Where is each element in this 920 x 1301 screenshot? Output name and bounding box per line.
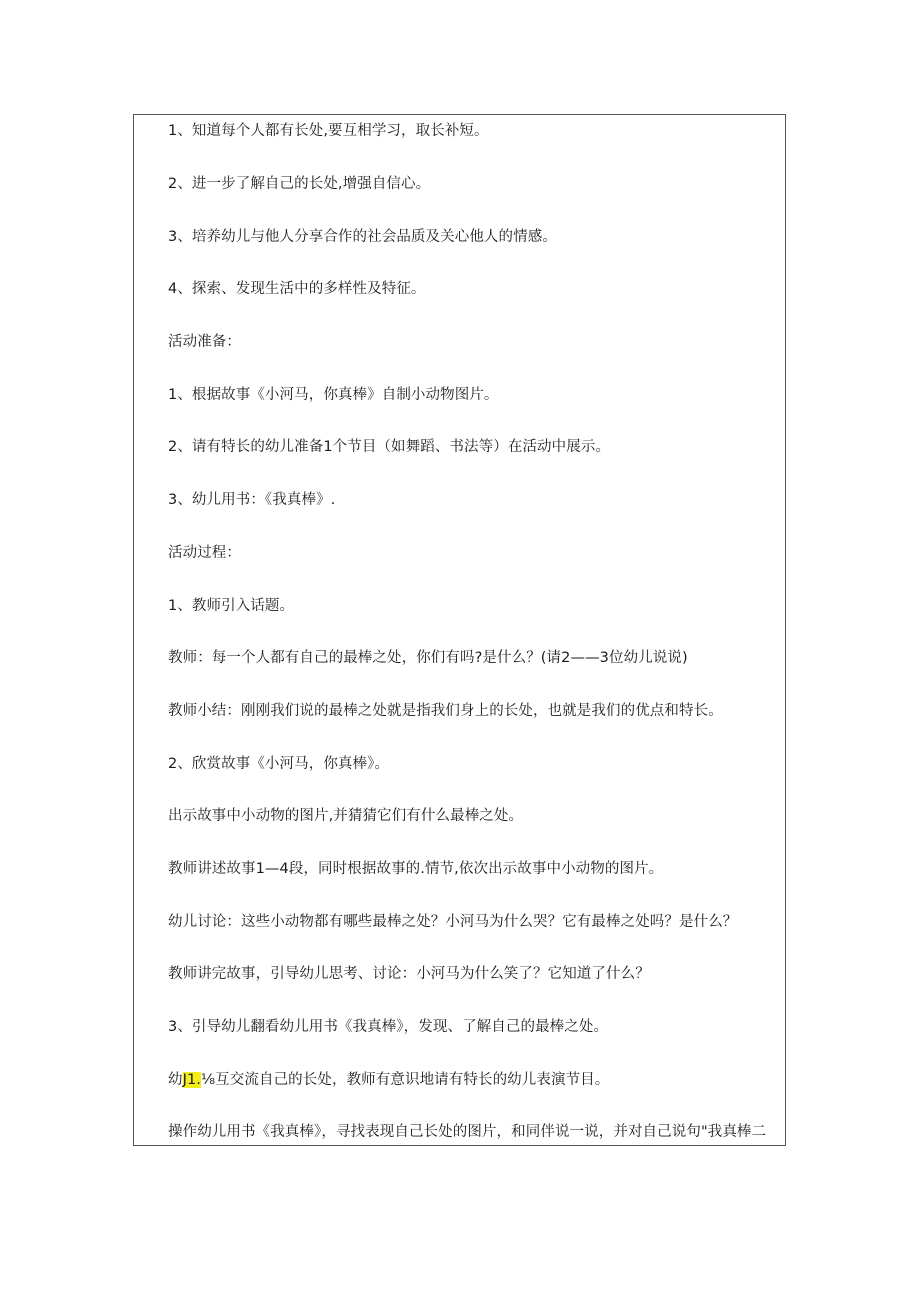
preparation-1: 1、根据故事《小河马，你真棒》自制小动物图片。 bbox=[168, 387, 499, 403]
highlighted-paragraph bbox=[168, 1070, 609, 1090]
preparation-3: 3、幼儿用书：《我真棒》. bbox=[168, 492, 336, 508]
goal-4: 4、探索、发现生活中的多样性及特征。 bbox=[168, 281, 426, 297]
highlight-before: 幼 bbox=[168, 1072, 183, 1088]
children-discussion: 幼儿讨论：这些小动物都有哪些最棒之处？小河马为什么哭？它有最棒之处吗？是什么？ bbox=[168, 914, 738, 930]
teacher-summary: 教师小结：刚刚我们说的最棒之处就是指我们身上的长处，也就是我们的优点和特长。 bbox=[168, 703, 723, 719]
goal-1: 1、知道每个人都有长处,要互相学习，取长补短。 bbox=[168, 123, 489, 139]
highlight-after: ⅛互交流自己的长处，教师有意识地请有特长的幼儿表演节目。 bbox=[201, 1072, 610, 1088]
process-step-1: 1、教师引入话题。 bbox=[168, 598, 295, 614]
teacher-question: 教师：每一个人都有自己的最棒之处，你们有吗?是什么？(请2——3位幼儿说说) bbox=[168, 650, 688, 666]
operation-paragraph: 操作幼儿用书《我真棒》，寻找表现自己长处的图片，和同伴说一说，并对自己说句"我真棒二 bbox=[168, 1124, 767, 1140]
document-frame bbox=[133, 114, 786, 1146]
text-highlight: J1. bbox=[182, 1072, 202, 1088]
show-pictures: 出示故事中小动物的图片,并猜猜它们有什么最棒之处。 bbox=[168, 808, 524, 824]
goal-3: 3、培养幼儿与他人分享合作的社会品质及关心他人的情感。 bbox=[168, 229, 557, 245]
process-step-2: 2、欣赏故事《小河马，你真棒》。 bbox=[168, 756, 390, 772]
preparation-2: 2、请有特长的幼儿准备1个节目（如舞蹈、书法等）在活动中展示。 bbox=[168, 439, 611, 455]
section-heading-process: 活动过程： bbox=[168, 545, 241, 561]
goal-2: 2、进一步了解自己的长处,增强自信心。 bbox=[168, 176, 431, 192]
process-step-3: 3、引导幼儿翻看幼儿用书《我真棒》，发现、了解自己的最棒之处。 bbox=[168, 1019, 609, 1035]
section-heading-preparation: 活动准备： bbox=[168, 334, 241, 350]
teacher-story: 教师讲述故事1—4段，同时根据故事的.情节,依次出示故事中小动物的图片。 bbox=[168, 861, 664, 877]
teacher-guide: 教师讲完故事，引导幼儿思考、讨论：小河马为什么笑了？它知道了什么？ bbox=[168, 966, 650, 982]
